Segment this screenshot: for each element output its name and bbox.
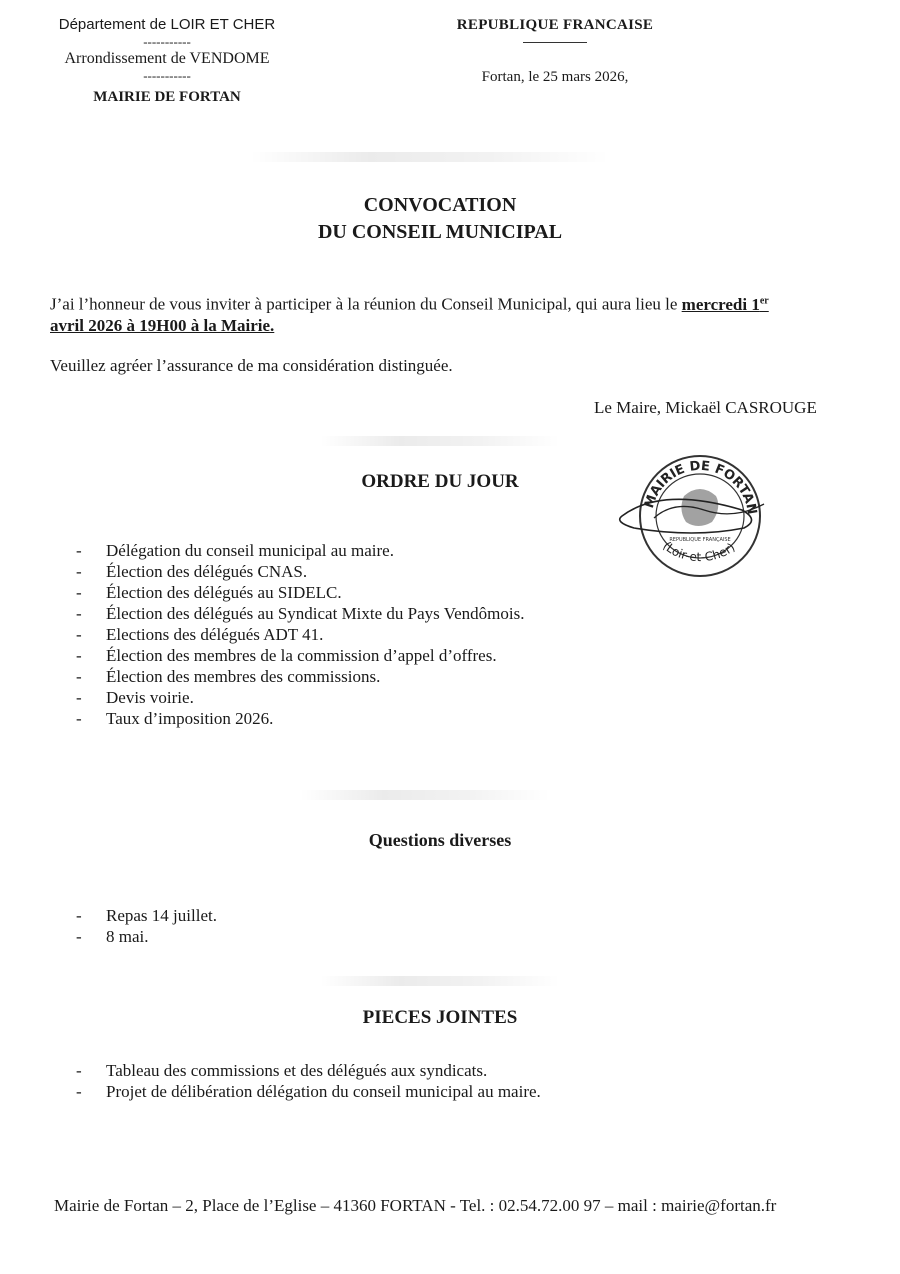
questions-diverses-list <box>76 905 776 947</box>
list-item-text: Projet de délibération délégation du conseil municipal au maire. <box>106 1082 541 1101</box>
arrondissement-label: Arrondissement de VENDOME <box>64 50 270 67</box>
list-item-text: Délégation du conseil municipal au maire. <box>106 541 394 560</box>
invitation-intro: J’ai l’honneur de vous inviter à participer à la réunion du Conseil Municipal, qui aura lieu le <box>50 294 682 314</box>
list-item <box>76 926 776 947</box>
list-item-text: Élection des membres des commissions. <box>106 667 381 686</box>
list-item <box>76 645 776 666</box>
bullet-dash: - <box>76 1082 82 1101</box>
meeting-date-part2: avril 2026 à 19H00 à la Mairie. <box>50 315 275 335</box>
header-right-block <box>420 14 690 86</box>
meeting-date <box>682 295 769 314</box>
header-separator: ----------- <box>143 68 191 83</box>
departement-label: Département de LOIR ET CHER <box>58 16 276 33</box>
bullet-dash: - <box>76 688 82 707</box>
list-item <box>76 603 776 624</box>
bullet-dash: - <box>76 927 82 946</box>
pieces-jointes-list <box>76 1060 776 1102</box>
mayor-signature: Le Maire, Mickaël CASROUGE <box>594 398 817 417</box>
list-item-text: 8 mai. <box>106 927 149 946</box>
scan-smudge <box>320 976 560 986</box>
list-item-text: Devis voirie. <box>106 688 194 707</box>
place-date: Fortan, le 25 mars 2026, <box>481 69 629 85</box>
pieces-jointes-heading: PIECES JOINTES <box>362 1007 518 1028</box>
bullet-dash: - <box>76 583 82 602</box>
bullet-dash: - <box>76 1061 82 1080</box>
bullet-dash: - <box>76 541 82 560</box>
list-item-text: Élection des délégués au Syndicat Mixte du Pays Vendômois. <box>106 604 525 623</box>
questions-diverses-heading: Questions diverses <box>368 830 512 850</box>
list-item-text: Repas 14 juillet. <box>106 906 217 925</box>
list-item-text: Tableau des commissions et des délégués aux syndicats. <box>106 1061 488 1080</box>
bullet-dash: - <box>76 646 82 665</box>
invitation-paragraph <box>50 290 830 336</box>
scan-smudge <box>300 790 550 800</box>
list-item-text: Élection des délégués au SIDELC. <box>106 583 342 602</box>
meeting-date-part1: mercredi 1 <box>681 294 760 314</box>
ordre-du-jour-list <box>76 540 776 729</box>
list-item-text: Élection des délégués CNAS. <box>106 562 308 581</box>
header-separator: ----------- <box>143 34 191 49</box>
scan-smudge <box>320 436 560 446</box>
list-item <box>76 687 776 708</box>
title-line-2: DU CONSEIL MUNICIPAL <box>317 221 563 243</box>
list-item <box>76 582 776 603</box>
list-item <box>76 1081 776 1102</box>
mairie-label: MAIRIE DE FORTAN <box>93 89 241 105</box>
list-item-text: Élection des membres de la commission d’appel d’offres. <box>106 646 497 665</box>
bullet-dash: - <box>76 604 82 623</box>
republique-rule <box>523 42 587 43</box>
convocation-title <box>0 192 880 246</box>
list-item-text: Taux d’imposition 2026. <box>106 709 274 728</box>
list-item <box>76 905 776 926</box>
republique-label: REPUBLIQUE FRANCAISE <box>456 17 654 33</box>
stamp-band-text: REPUBLIQUE FRANÇAISE <box>669 537 731 543</box>
bullet-dash: - <box>76 562 82 581</box>
list-item <box>76 666 776 687</box>
footer-address: Mairie de Fortan – 2, Place de l’Eglise – 41360 FORTAN - Tel. : 02.54.72.00 97 – mail : mairie@fortan.fr <box>54 1196 777 1215</box>
meeting-date-sup: er <box>759 295 769 306</box>
header-left-block <box>40 14 294 108</box>
stamp-bottom-text: (Loir-et-Cher) <box>660 538 738 565</box>
list-item <box>76 624 776 645</box>
list-item-text: Elections des délégués ADT 41. <box>106 625 324 644</box>
stamp-top-text: MAIRIE DE FORTAN <box>641 458 760 516</box>
list-item <box>76 1060 776 1081</box>
bullet-dash: - <box>76 667 82 686</box>
ordre-du-jour-heading: ORDRE DU JOUR <box>361 471 519 492</box>
scan-smudge <box>250 152 610 162</box>
list-item <box>76 708 776 729</box>
bullet-dash: - <box>76 906 82 925</box>
bullet-dash: - <box>76 709 82 728</box>
list-item <box>76 561 776 582</box>
list-item <box>76 540 776 561</box>
closing-formula: Veuillez agréer l’assurance de ma considération distinguée. <box>50 356 453 375</box>
title-line-1: CONVOCATION <box>363 194 517 216</box>
bullet-dash: - <box>76 625 82 644</box>
